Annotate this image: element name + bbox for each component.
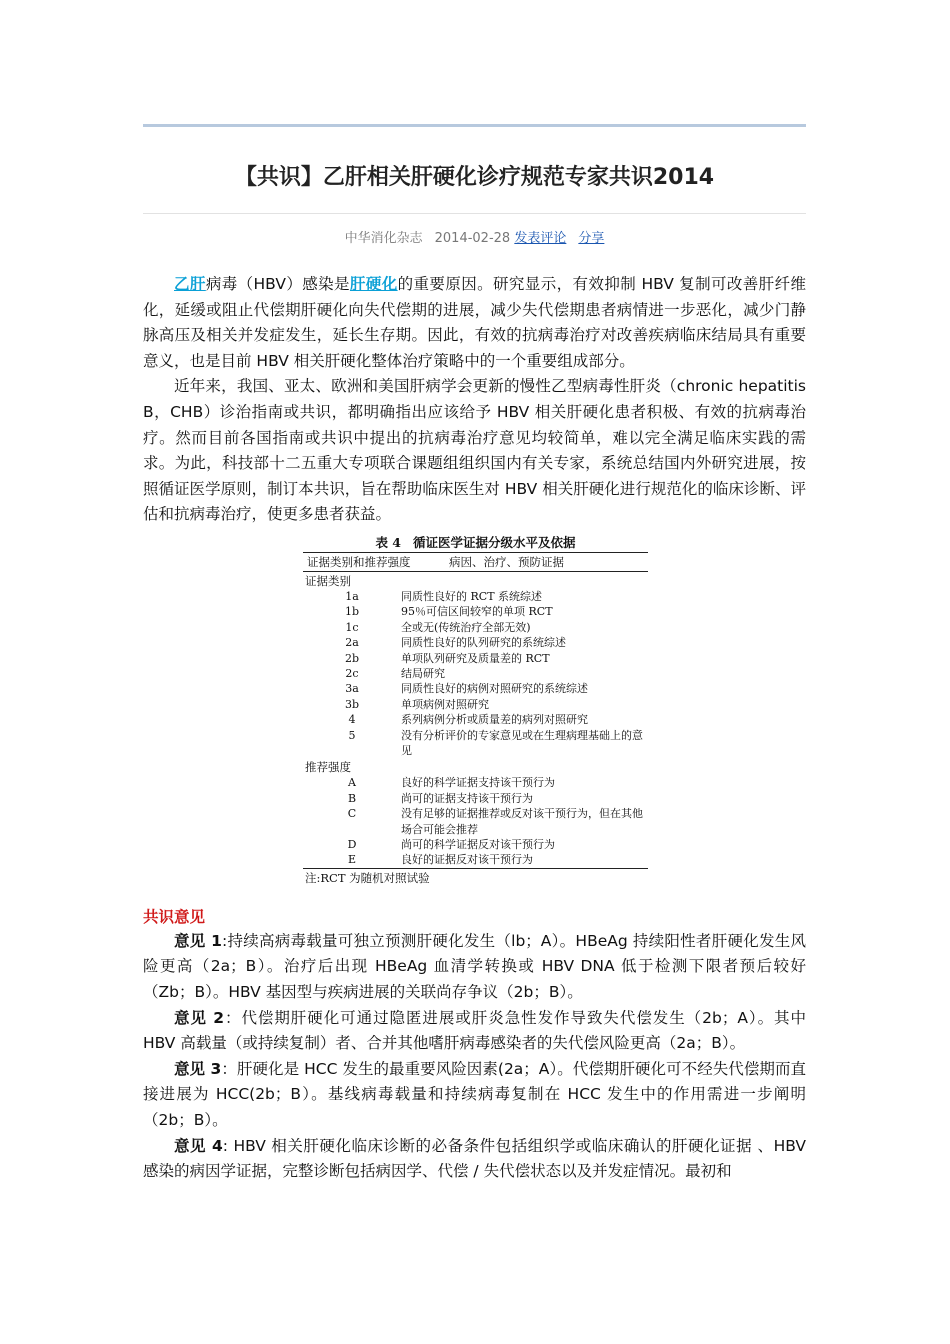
table-caption-text: 循证医学证据分级水平及依据 xyxy=(413,534,576,550)
row-level: D xyxy=(347,838,357,852)
header-col-2: 病因、治疗、预防证据 xyxy=(449,554,564,569)
row-description: 良好的科学证据支持该干预行为 xyxy=(401,776,555,790)
row-level: E xyxy=(347,853,357,867)
row-level: 1a xyxy=(345,589,359,603)
row-description: 单项队列研究及质量差的 RCT xyxy=(401,651,550,665)
table-note: 注:RCT 为随机对照试验 xyxy=(305,870,430,885)
article-title: 【共识】乙肝相关肝硬化诊疗规范专家共识2014 xyxy=(234,165,715,190)
row-level: 4 xyxy=(348,713,356,727)
row-description: 同质性良好的病例对照研究的系统综述 xyxy=(401,682,588,696)
table-row xyxy=(303,589,648,604)
grade-rows xyxy=(303,775,648,867)
evidence-rows xyxy=(303,589,648,758)
table-row xyxy=(303,712,648,727)
table-row xyxy=(303,728,648,759)
consensus-text: ：代偿期肝硬化可通过隐匿进展或肝炎急性发作导致失代偿发生（2b；A）。其中 HBV 高载量（或持续复制）者、合并其他嗜肝病毒感染者的失代偿风险更高（2a；B）。 xyxy=(143,1008,806,1053)
consensus-label: 意见 3 xyxy=(174,1059,222,1078)
row-level: B xyxy=(347,791,357,805)
group-evidence: 证据类别 xyxy=(305,573,351,588)
consensus-label: 意见 4 xyxy=(174,1136,223,1155)
intro-text-2: 的重要原因。研究显示，有效抑制 HBV 复制可改善肝纤维化，延缓或阻止代偿期肝硬化向失代偿期的进展，减少失代偿期患者病情进一步恶化，减少门静脉高压及相关并发症发生，延长生存期。因此，有效的抗病毒治疗对改善疾病临床结局具有重要意义，也是目前 HBV 相关肝硬化整体治疗策略中的一个重要组成部分。 xyxy=(143,275,806,370)
consensus-heading: 共识意见 xyxy=(143,907,206,926)
row-description: 结局研究 xyxy=(401,666,445,680)
row-description: 95％可信区间较窄的单项 RCT xyxy=(401,605,553,619)
table-row xyxy=(303,620,648,635)
row-level: 5 xyxy=(348,728,356,742)
table-label: 表 4 xyxy=(375,534,402,550)
row-level: 3b xyxy=(344,697,360,711)
article xyxy=(143,124,806,1185)
row-description: 单项病例对照研究 xyxy=(401,697,489,711)
intro-paragraph-1 xyxy=(143,272,806,374)
hbv-link[interactable]: 乙肝 xyxy=(174,275,206,293)
comment-link[interactable]: 发表评论 xyxy=(514,231,567,246)
consensus-item xyxy=(143,1134,806,1185)
table-row xyxy=(303,651,648,666)
consensus-text: ：肝硬化是 HCC 发生的最重要风险因素(2a；A）。代偿期肝硬化可不经失代偿期而直接进展为 HCC(2b；B）。基线病毒载量和持续病毒复制在 HCC 发生中的作用需进一步阐明（2b；B）。 xyxy=(143,1059,807,1129)
row-level: A xyxy=(348,776,356,790)
table-row xyxy=(303,806,648,837)
table-row xyxy=(303,635,648,650)
table-row xyxy=(303,604,648,619)
table-row xyxy=(303,666,648,681)
row-level: 1b xyxy=(344,605,360,619)
table-body xyxy=(303,552,648,869)
row-level: 2b xyxy=(344,651,360,665)
consensus-label: 意见 2 xyxy=(174,1008,225,1027)
row-level: 1c xyxy=(345,620,359,634)
row-description: 没有足够的证据推荐或反对该干预行为，但在其他场合可能会推荐 xyxy=(401,807,643,836)
row-description: 没有分析评价的专家意见或在生理病理基础上的意见 xyxy=(401,728,643,757)
consensus-item xyxy=(143,929,806,1006)
table-caption xyxy=(303,534,648,552)
title-divider xyxy=(143,213,806,214)
row-description: 同质性良好的队列研究的系统综述 xyxy=(401,636,566,650)
row-description: 尚可的证据支持该干预行为 xyxy=(401,791,533,805)
top-divider xyxy=(143,124,806,127)
article-meta xyxy=(143,230,806,248)
row-description: 良好的证据反对该干预行为 xyxy=(401,853,533,867)
table-row xyxy=(303,837,648,852)
row-level: 2a xyxy=(345,636,359,650)
table-header xyxy=(303,553,648,572)
evidence-table xyxy=(303,534,648,887)
row-description: 同质性良好的 RCT 系统综述 xyxy=(401,589,543,603)
row-description: 全或无(传统治疗全部无效) xyxy=(401,620,531,634)
table-row xyxy=(303,775,648,790)
row-level: 2c xyxy=(345,666,359,680)
row-level: 3a xyxy=(345,682,359,696)
consensus-text: :持续高病毒载量可独立预测肝硬化发生（lb；A）。HBeAg 持续阳性者肝硬化发生风险更高（2a；B）。治疗后出现 HBeAg 血清学转换或 HBV DNA 低于检测下限者预后较好（Zb；B）。HBV 基因型与疾病进展的关联尚存争议（2b；B）。 xyxy=(143,931,806,1002)
row-description: 尚可的科学证据反对该干预行为 xyxy=(401,838,555,852)
intro-text-1: 病毒（HBV）感染是 xyxy=(205,275,350,293)
consensus-label: 意见 1 xyxy=(174,931,222,950)
consensus-text: : HBV 相关肝硬化临床诊断的必备条件包括组织学或临床确认的肝硬化证据 、HBV 感染的病因学证据，完整诊断包括病因学、代偿 / 失代偿状态以及并发症情况。最初和 xyxy=(143,1136,806,1181)
header-col-1: 证据类别和推荐强度 xyxy=(307,554,411,569)
cirrhosis-link[interactable]: 肝硬化 xyxy=(349,275,398,293)
share-link[interactable]: 分享 xyxy=(578,231,605,246)
row-level: C xyxy=(347,807,357,821)
intro-paragraph-2: 近年来，我国、亚太、欧洲和美国肝病学会更新的慢性乙型病毒性肝炎（chronic hepatitis B，CHB）诊治指南或共识，都明确指出应该给予 HBV 相关肝硬化患者积极、有效的抗病毒治疗。然而目前各国指南或共识中提出的抗病毒治疗意见均较简单，难以完全满足临床实践的需求。为此，科技部十二五重大专项联合课题组组织国内有关专家，系统总结国内外研究进展，按照循证医学原则，制订本共识，旨在帮助临床医生对 HBV 相关肝硬化进行规范化的临床诊断、评估和抗病毒治疗，使更多患者获益。 xyxy=(143,377,806,524)
table-row xyxy=(303,852,648,867)
table-row xyxy=(303,681,648,696)
source-name: 中华消化杂志 xyxy=(344,231,423,246)
group-grades: 推荐强度 xyxy=(305,760,351,775)
publish-date: 2014-02-28 xyxy=(434,231,511,246)
table-row xyxy=(303,697,648,712)
row-description: 系列病例分析或质量差的病列对照研究 xyxy=(401,713,588,727)
consensus-item xyxy=(143,1057,806,1134)
consensus-list xyxy=(143,929,806,1185)
consensus-item xyxy=(143,1006,806,1057)
table-row xyxy=(303,791,648,806)
